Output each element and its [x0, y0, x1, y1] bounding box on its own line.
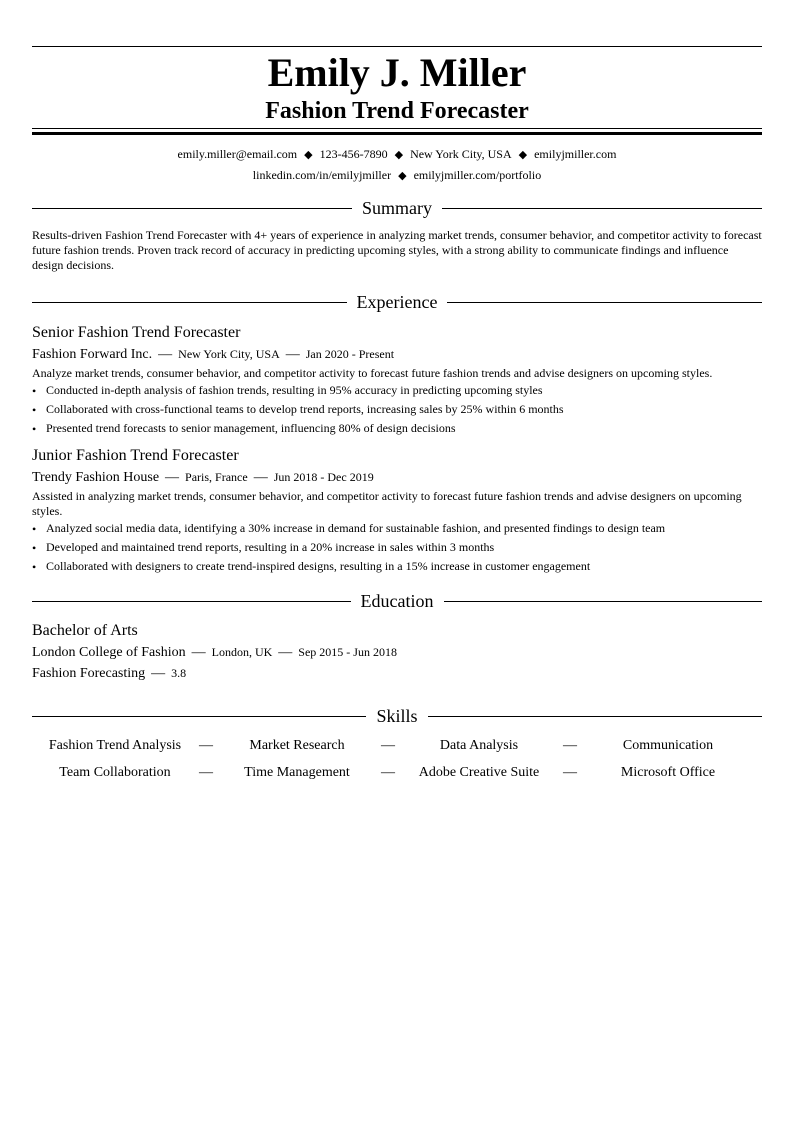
contact-location: New York City, USA [410, 147, 512, 161]
education-field: Fashion Forecasting [32, 666, 146, 681]
contact-portfolio[interactable]: emilyjmiller.com/portfolio [413, 168, 542, 182]
list-item [32, 402, 762, 417]
skills-grid [32, 736, 762, 783]
job-dates: Jan 2020 - Present [305, 347, 395, 361]
diamond-separator-icon: ◆ [394, 149, 404, 161]
contact-line-1 [32, 144, 762, 165]
contact-phone[interactable]: 123-456-7890 [319, 147, 388, 161]
em-dash-separator: — [151, 666, 166, 681]
list-item [32, 521, 762, 536]
bullet-icon: • [32, 384, 37, 398]
list-item [32, 540, 762, 555]
candidate-title: Fashion Trend Forecaster [265, 98, 529, 124]
diamond-separator-icon: ◆ [518, 149, 528, 161]
job-description: Assisted in analyzing market trends, consumer behavior, and competitor activity to forecast future fashion trends and advise designers on upcoming styles. [32, 489, 742, 518]
heading-rule-right [442, 208, 762, 209]
em-dash-separator: — [285, 347, 300, 362]
bullet-icon: • [32, 541, 37, 555]
bullet-icon: • [32, 560, 37, 574]
skill-item: Team Collaboration [59, 765, 171, 780]
education-entry [32, 621, 762, 684]
education-dates: Sep 2015 - Jun 2018 [298, 645, 397, 659]
heading-rule-left [32, 716, 366, 717]
skill-separator: — [199, 738, 213, 753]
header-double-rule [32, 128, 762, 135]
education-meta [32, 642, 762, 663]
summary-section-heading [32, 196, 762, 220]
education-location: London, UK [211, 645, 273, 659]
contact-email[interactable]: emily.miller@email.com [177, 147, 298, 161]
heading-rule-left [32, 601, 351, 602]
heading-rule-right [444, 601, 763, 602]
bullet-icon: • [32, 522, 37, 536]
em-dash-separator: — [191, 645, 206, 660]
skill-item: Fashion Trend Analysis [48, 738, 182, 753]
bullet-text: Analyzed social media data, identifying a 30% increase in demand for sustainable fashion, and presented findings to design team [46, 521, 666, 535]
skill-separator: — [563, 765, 577, 780]
em-dash-separator: — [165, 470, 180, 485]
education-field-line [32, 663, 762, 684]
bullet-text: Collaborated with cross-functional teams to develop trend reports, increasing sales by 25% within 6 months [46, 402, 564, 416]
job-location: New York City, USA [178, 347, 280, 361]
skill-item: Market Research [249, 738, 345, 753]
experience-heading-label: Experience [356, 292, 438, 312]
job-entry [32, 446, 762, 574]
bullet-icon: • [32, 422, 37, 436]
em-dash-separator: — [253, 470, 268, 485]
education-section-heading [32, 589, 762, 613]
skill-item: Adobe Creative Suite [418, 765, 540, 780]
list-item [32, 383, 762, 398]
skill-item: Communication [622, 738, 714, 753]
summary-text: Results-driven Fashion Trend Forecaster with 4+ years of experience in analyzing market trends, consumer behavior, and competitor activity to forecast future fashion trends. Proven track record of accuracy in predicting upcoming styles, with a strong ability to communicate findings and influence design decisions. [32, 228, 762, 272]
heading-rule-left [32, 208, 352, 209]
candidate-name: Emily J. Miller [267, 50, 527, 95]
job-dates: Jun 2018 - Dec 2019 [273, 470, 374, 484]
skill-separator: — [563, 738, 577, 753]
skill-separator: — [199, 765, 213, 780]
skill-item: Data Analysis [439, 738, 519, 753]
job-location: Paris, France [185, 470, 248, 484]
resume-page [32, 46, 762, 783]
job-bullet-list [32, 383, 762, 436]
em-dash-separator: — [278, 645, 293, 660]
summary-heading-label: Summary [362, 198, 432, 218]
experience-section-heading [32, 290, 762, 314]
skills-heading-label: Skills [376, 706, 418, 726]
list-item [32, 421, 762, 436]
heading-rule-right [428, 716, 762, 717]
education-degree: Bachelor of Arts [32, 622, 138, 639]
heading-rule-right [447, 302, 762, 303]
contact-line-2 [32, 165, 762, 186]
job-entry [32, 323, 762, 436]
bullet-icon: • [32, 403, 37, 417]
education-gpa: 3.8 [171, 666, 187, 680]
skill-item: Microsoft Office [620, 765, 716, 780]
contact-website[interactable]: emilyjmiller.com [534, 147, 617, 161]
diamond-separator-icon: ◆ [398, 170, 407, 182]
skill-separator: — [381, 765, 395, 780]
job-meta [32, 467, 762, 488]
heading-rule-left [32, 302, 347, 303]
bullet-text: Presented trend forecasts to senior management, influencing 80% of design decisions [46, 421, 456, 435]
skill-separator: — [381, 738, 395, 753]
bullet-text: Collaborated with designers to create trend-inspired designs, resulting in a 15% increase in customer engagement [46, 559, 591, 573]
job-bullet-list [32, 521, 762, 574]
job-company: Fashion Forward Inc. [32, 347, 153, 362]
education-school: London College of Fashion [32, 645, 186, 660]
bullet-text: Developed and maintained trend reports, resulting in a 20% increase in sales within 3 months [46, 540, 495, 554]
job-role: Senior Fashion Trend Forecaster [32, 324, 241, 341]
list-item [32, 559, 762, 574]
education-heading-label: Education [360, 591, 434, 611]
job-meta [32, 344, 762, 365]
job-company: Trendy Fashion House [32, 470, 160, 485]
contact-linkedin[interactable]: linkedin.com/in/emilyjmiller [252, 168, 392, 182]
job-role: Junior Fashion Trend Forecaster [32, 447, 239, 464]
header-top-rule [32, 46, 762, 47]
skills-section-heading [32, 704, 762, 728]
job-description: Analyze market trends, consumer behavior, and competitor activity to forecast future fashion trends and advise designers on upcoming styles. [32, 366, 713, 380]
bullet-text: Conducted in-depth analysis of fashion trends, resulting in 95% accuracy in predicting upcoming styles [46, 383, 543, 397]
skill-item: Time Management [244, 765, 350, 780]
diamond-separator-icon: ◆ [304, 149, 313, 161]
em-dash-separator: — [158, 347, 173, 362]
